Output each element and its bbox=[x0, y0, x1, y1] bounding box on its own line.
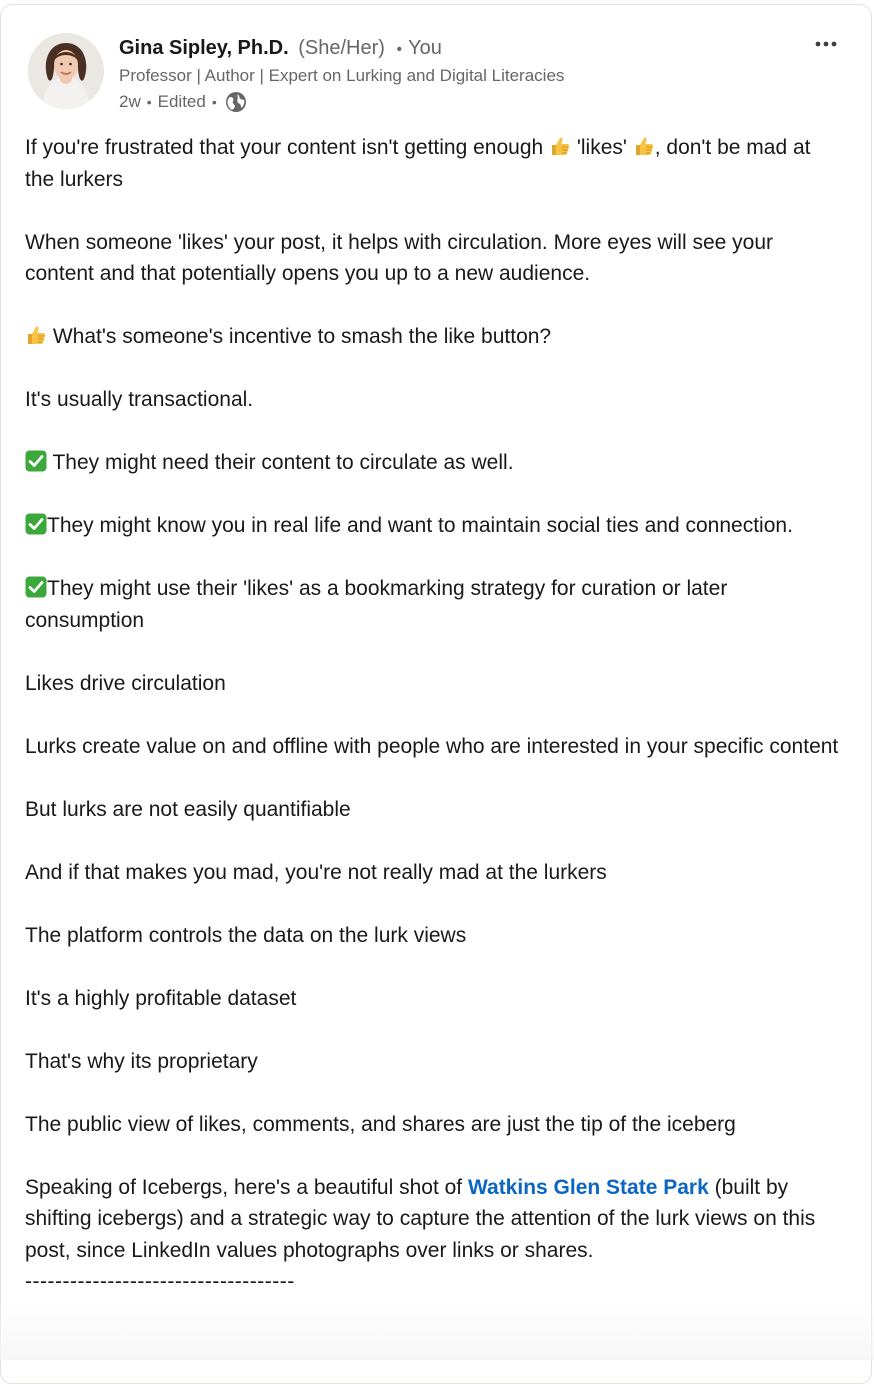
post-paragraph-6 bbox=[25, 510, 845, 542]
avatar[interactable] bbox=[28, 33, 104, 109]
post-paragraph-3 bbox=[25, 321, 845, 353]
post-text: (built by shifting icebergs) and a strategic way to capture the attention of the lurk views on this post, since LinkedIn values photographs over links or shares. bbox=[25, 1176, 815, 1262]
thumbs-up-icon bbox=[25, 324, 47, 346]
post-paragraph-15: The public view of likes, comments, and shares are just the tip of the iceberg bbox=[25, 1109, 845, 1141]
post-paragraph-9: Lurks create value on and offline with people who are interested in your specific content bbox=[25, 731, 845, 763]
more-options-icon[interactable] bbox=[811, 29, 841, 59]
avatar-portrait-icon bbox=[28, 33, 104, 109]
post-paragraph-12: The platform controls the data on the lurk views bbox=[25, 920, 845, 952]
separator-dot: • bbox=[212, 89, 217, 115]
post-text: , don't be mad at the lurkers bbox=[25, 136, 811, 191]
post-paragraph-13: It's a highly profitable dataset bbox=[25, 983, 845, 1015]
post-paragraph-11: And if that makes you mad, you're not really mad at the lurkers bbox=[25, 857, 845, 889]
post-paragraph-16 bbox=[25, 1172, 845, 1267]
watkins-glen-link[interactable]: Watkins Glen State Park bbox=[468, 1176, 709, 1199]
author-name-line bbox=[119, 33, 799, 63]
separator-dot: • bbox=[397, 41, 403, 58]
post-text: 'likes' bbox=[571, 136, 633, 159]
post-text: If you're frustrated that your content isn't getting enough bbox=[25, 136, 549, 159]
post-card bbox=[0, 4, 872, 1384]
author-pronouns: (She/Her) bbox=[298, 37, 385, 59]
post-meta bbox=[119, 89, 799, 115]
author-relation: You bbox=[408, 37, 442, 59]
author-info bbox=[119, 33, 799, 115]
post-paragraph-7 bbox=[25, 573, 845, 636]
post-text: What's someone's incentive to smash the like button? bbox=[47, 325, 551, 348]
text-divider: ------------------------------------ bbox=[25, 1266, 845, 1298]
post-text: They might use their 'likes' as a bookmarking strategy for curation or later consumption bbox=[25, 577, 727, 632]
post-text: Speaking of Icebergs, here's a beautiful shot of bbox=[25, 1176, 468, 1199]
post-paragraph-4: It's usually transactional. bbox=[25, 384, 845, 416]
post-paragraph-5 bbox=[25, 447, 845, 479]
author-headline: Professor | Author | Expert on Lurking and Digital Literacies bbox=[119, 63, 799, 89]
post-edited-label: Edited bbox=[158, 89, 206, 115]
thumbs-up-icon bbox=[549, 135, 571, 157]
post-paragraph-2: When someone 'likes' your post, it helps with circulation. More eyes will see your content and that potentially opens you up to a new audience. bbox=[25, 227, 845, 290]
post-paragraph-8: Likes drive circulation bbox=[25, 668, 845, 700]
check-mark-icon bbox=[25, 576, 47, 598]
thumbs-up-icon bbox=[633, 135, 655, 157]
post-paragraph-10: But lurks are not easily quantifiable bbox=[25, 794, 845, 826]
post-paragraph-14: That's why its proprietary bbox=[25, 1046, 845, 1078]
globe-icon bbox=[225, 91, 247, 113]
post-text: They might need their content to circulate as well. bbox=[47, 451, 514, 474]
check-mark-icon bbox=[25, 513, 47, 535]
post-time: 2w bbox=[119, 89, 141, 115]
separator-dot: • bbox=[147, 89, 152, 115]
post-text: They might know you in real life and want to maintain social ties and connection. bbox=[47, 514, 793, 537]
author-name[interactable]: Gina Sipley, Ph.D. bbox=[119, 37, 289, 59]
post-body bbox=[25, 132, 845, 1298]
post-paragraph-1 bbox=[25, 132, 845, 195]
check-mark-icon bbox=[25, 450, 47, 472]
